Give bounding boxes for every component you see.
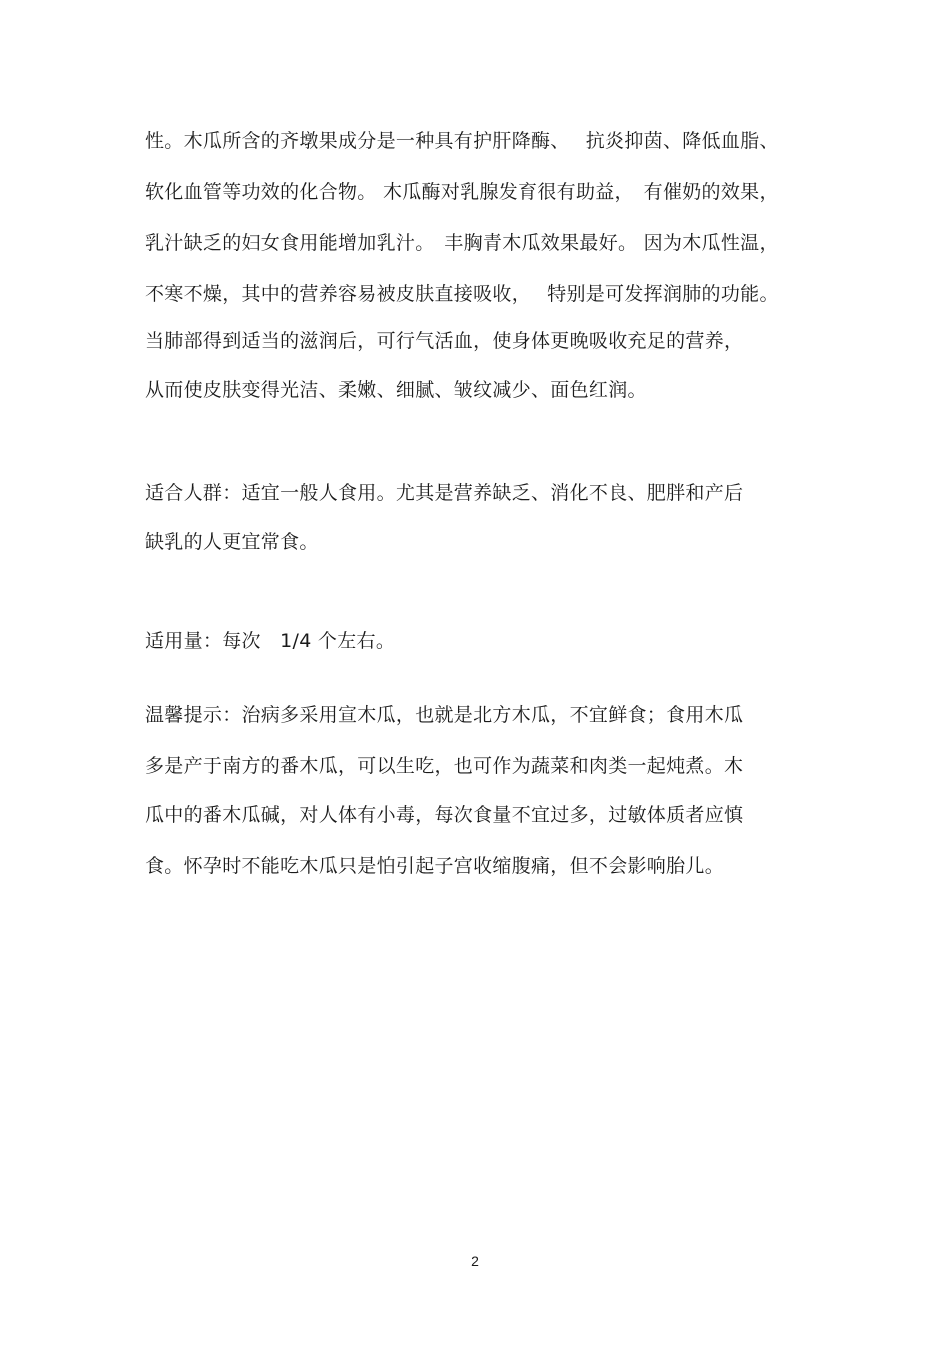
text-line: 性。木瓜所含的齐墩果成分是一种具有护肝降酶、 抗炎抑茵、降低血脂、 [145, 130, 779, 152]
text-line: 不寒不燥，其中的营养容易被皮肤直接吸收， 特别是可发挥润肺的功能。 [145, 283, 779, 305]
text-line: 温馨提示：治病多采用宣木瓜，也就是北方木瓜，不宜鲜食；食用木瓜 [145, 704, 744, 726]
page-number: 2 [471, 1253, 479, 1269]
text-line: 从而使皮肤变得光洁、柔嫩、细腻、皱纹减少、面色红润。 [145, 379, 647, 401]
text-line: 适用量：每次 1/4 个左右。 [145, 630, 396, 652]
text-line: 当肺部得到适当的滋润后，可行气活血，使身体更晚吸收充足的营养， [145, 330, 744, 352]
text-line: 多是产于南方的番木瓜，可以生吃，也可作为蔬菜和肉类一起炖煮。木 [145, 755, 744, 777]
text-line: 瓜中的番木瓜碱，对人体有小毒，每次食量不宜过多，过敏体质者应慎 [145, 804, 744, 826]
text-line: 适合人群：适宜一般人食用。尤其是营养缺乏、消化不良、肥胖和产后 [145, 482, 744, 504]
text-line: 缺乳的人更宜常食。 [145, 531, 319, 553]
text-line: 食。怀孕时不能吃木瓜只是怕引起子宫收缩腹痛，但不会影响胎儿。 [145, 855, 725, 877]
text-line: 软化血管等功效的化合物。 木瓜酶对乳腺发育很有助益， 有催奶的效果， [145, 181, 779, 203]
text-line: 乳汁缺乏的妇女食用能增加乳汁。 丰胸青木瓜效果最好。 因为木瓜性温， [145, 232, 779, 254]
